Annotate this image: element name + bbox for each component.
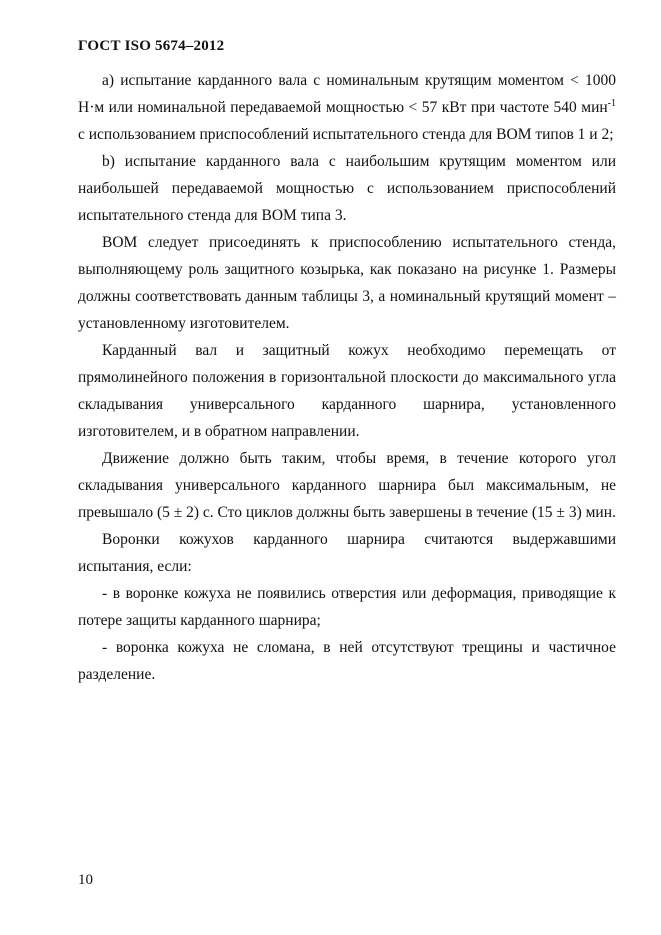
- paragraph-item-a: [78, 67, 616, 148]
- paragraph-shaft-movement: Карданный вал и защитный кожух необходимо перемещать от прямолинейного положения в горизонтальной плоскости до максимального угла складывания универсального карданного шарнира, установленного изготовителем, и в обратном направлении.: [78, 342, 616, 440]
- list-item-criterion-1: - в воронке кожуха не появились отверстия или деформация, приводящие к потере защиты карданного шарнира;: [78, 585, 616, 629]
- paragraph-test-pass-criteria-intro: Воронки кожухов карданного шарнира считаются выдержавшими испытания, если:: [78, 531, 616, 575]
- paragraph-item-a-text: а) испытание карданного вала с номинальным крутящим моментом < 1000 Н·м или номинальной передаваемой мощностью < 57 кВт при частоте 540 мин: [78, 72, 616, 116]
- document-header-title: ГОСТ ISO 5674–2012: [78, 38, 225, 54]
- list-item-criterion-2: - воронка кожуха не сломана, в ней отсутствуют трещины и частичное разделение.: [78, 639, 616, 683]
- paragraph-movement-timing: Движение должно быть таким, чтобы время, в течение которого угол складывания универсального карданного шарнира был максимальным, не превышало (5 ± 2) с. Сто циклов должны быть завершены в течение (15 ± 3) мин.: [78, 450, 616, 521]
- paragraph-item-a-text-continued: с использованием приспособлений испытательного стенда для ВОМ типов 1 и 2;: [78, 126, 614, 143]
- document-body: [78, 67, 616, 688]
- superscript-exponent: -1: [607, 97, 616, 109]
- paragraph-item-b: b) испытание карданного вала с наибольшим крутящим моментом или наибольшей передаваемой мощностью с использованием приспособлений испытательного стенда для ВОМ типа 3.: [78, 153, 616, 224]
- paragraph-vom-attachment: ВОМ следует присоединять к приспособлению испытательного стенда, выполняющему роль защитного козырька, как показано на рисунке 1. Размеры должны соответствовать данным таблицы 3, а номинальный крутящий момент – установленному изготовителем.: [78, 234, 616, 332]
- page-number: 10: [78, 872, 93, 888]
